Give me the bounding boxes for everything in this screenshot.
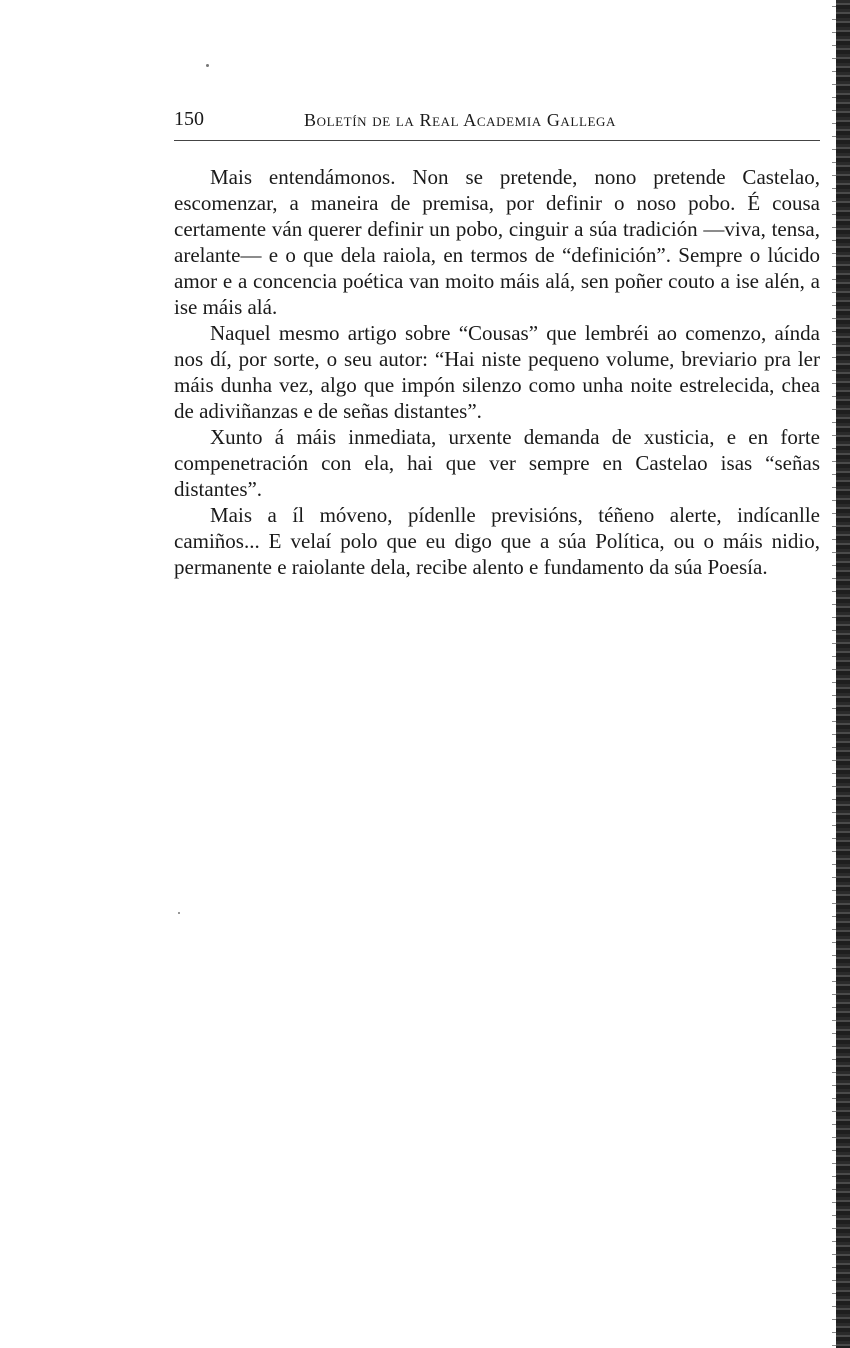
header-rule xyxy=(174,140,820,141)
paragraph: Naquel mesmo artigo sobre “Cousas” que lembréi ao comenzo, aínda nos dí, por sorte, o seu autor: “Hai niste pequeno volume, breviario pra ler máis dunha vez, algo que impón silenzo como unha noite estrelecida, chea de adiviñanzas e de señas distantes”. xyxy=(174,321,820,423)
page-header xyxy=(174,104,820,140)
scan-speck xyxy=(178,912,180,914)
scan-speck xyxy=(206,64,209,67)
page-number: 150 xyxy=(174,108,204,130)
paragraph: Mais entendámonos. Non se pretende, nono pretende Castelao, escomenzar, a maneira de premisa, por definir o noso pobo. É cousa certamente ván querer definir un pobo, cinguir a súa tradición —viva, tensa, arelante— e o que dela raiola, en termos de “definición”. Sempre o lúcido amor e a concencia poética van moito máis alá, sen poñer couto a ise alén, a ise máis alá. xyxy=(174,165,820,319)
body-text xyxy=(174,164,820,580)
paragraph: Xunto á máis inmediata, urxente demanda de xusticia, e en forte compenetración con ela, hai que ver sempre en Castelao isas “señas distantes”. xyxy=(174,425,820,501)
paragraph: Mais a íl móveno, pídenlle previsións, téñeno alerte, indícanlle camiños... E velaí polo que eu digo que a súa Política, ou o máis nidio, permanente e raiolante dela, recibe alento e fundamento da súa Poesía. xyxy=(174,503,820,579)
scan-page-edge xyxy=(836,0,850,1348)
running-head: Boletín de la Real Academia Gallega xyxy=(304,110,617,130)
